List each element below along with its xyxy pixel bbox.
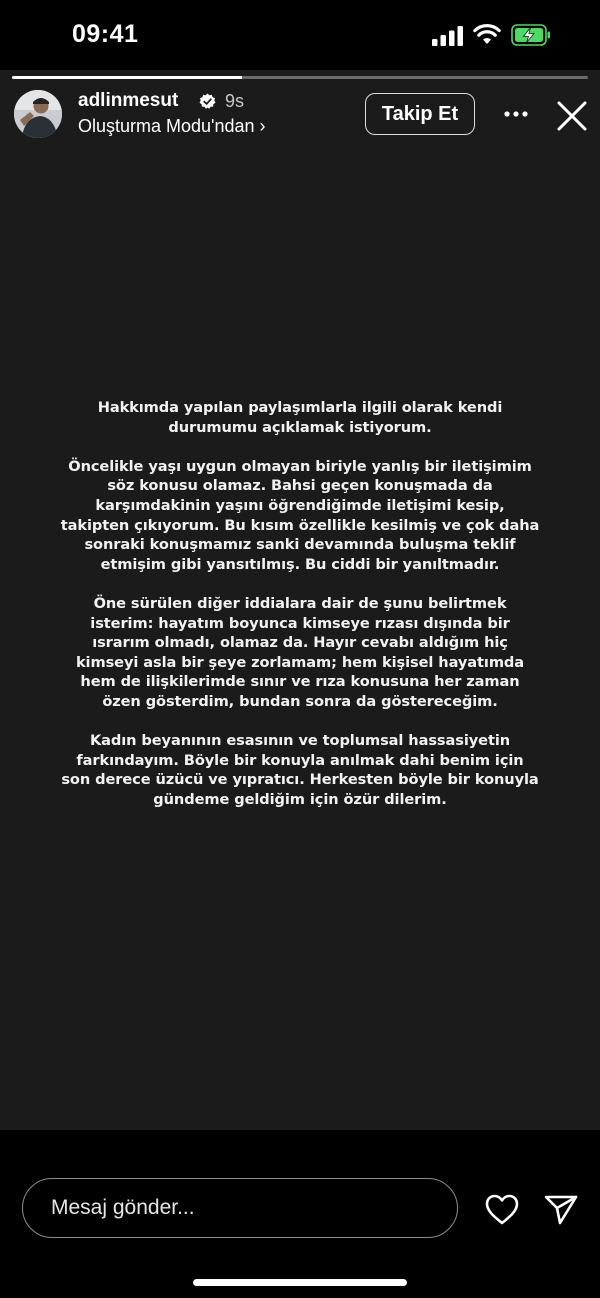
signal-icon [432,26,464,46]
story-progress-bar [12,76,588,79]
home-indicator[interactable] [193,1279,407,1286]
more-options-icon[interactable] [500,100,532,128]
statement-paragraph: Hakkımda yapılan paylaşımlarla ilgili olarak kendi durumumu açıklamak istiyorum. [97,399,503,436]
story-progress-fill [12,76,242,79]
story-statement-text [60,398,540,829]
avatar-photo [14,90,62,138]
story-timestamp: 9s [225,91,245,111]
statement-paragraph: Öncelikle yaşı uygun olmayan biriyle yanlış bir iletişimim söz konusu olamaz. Bahsi geçen konuşmada da karşımdakinin yaşını öğrendiğimde iletişimi kesip, takipten çıkıyorum. Bu kısım özellikle kesilmiş ve çok daha sonraki konuşmamız sanki devamında buluşma teklif etmişim gibi yansıtılmış. Bu ciddi bir yanıltmadır. [60,457,540,573]
battery-charging-icon [511,24,551,46]
follow-button[interactable]: Takip Et [365,93,475,135]
creation-mode-link[interactable]: Oluşturma Modu'ndan › [78,116,266,136]
statement-paragraph: Öne sürülen diğer iddialara dair de şunu belirtmek isterim: hayatım boyunca kimseye rızası dışında bir ısrarım olmadı, olamaz da. Hayır cevabı aldığım hiç kimseyi asla bir şeye zorlamam; hem kişisel hayatımda hem de ilişkilerimde sınır ve rıza konusuna her zaman özen gösterdim, bundan sonra da göstereceğim. [75,594,525,710]
status-time: 09:41 [72,20,139,48]
heart-icon[interactable] [482,1190,522,1230]
wifi-icon [473,24,501,46]
send-icon[interactable] [541,1190,581,1230]
verified-badge-icon [199,93,216,110]
username[interactable]: adlinmesut [78,90,179,111]
avatar[interactable] [14,90,62,138]
statement-paragraph: Kadın beyanının esasının ve toplumsal hassasiyetin farkındayım. Böyle bir konuyla anılmak dahi benim için son derece üzücü ve yıpratıcı. Herkesten böyle bir konuyla gündeme geldiğim için özür dilerim. [61,732,539,808]
status-bar [0,0,600,70]
close-icon[interactable] [556,100,588,132]
message-input[interactable] [22,1178,458,1238]
